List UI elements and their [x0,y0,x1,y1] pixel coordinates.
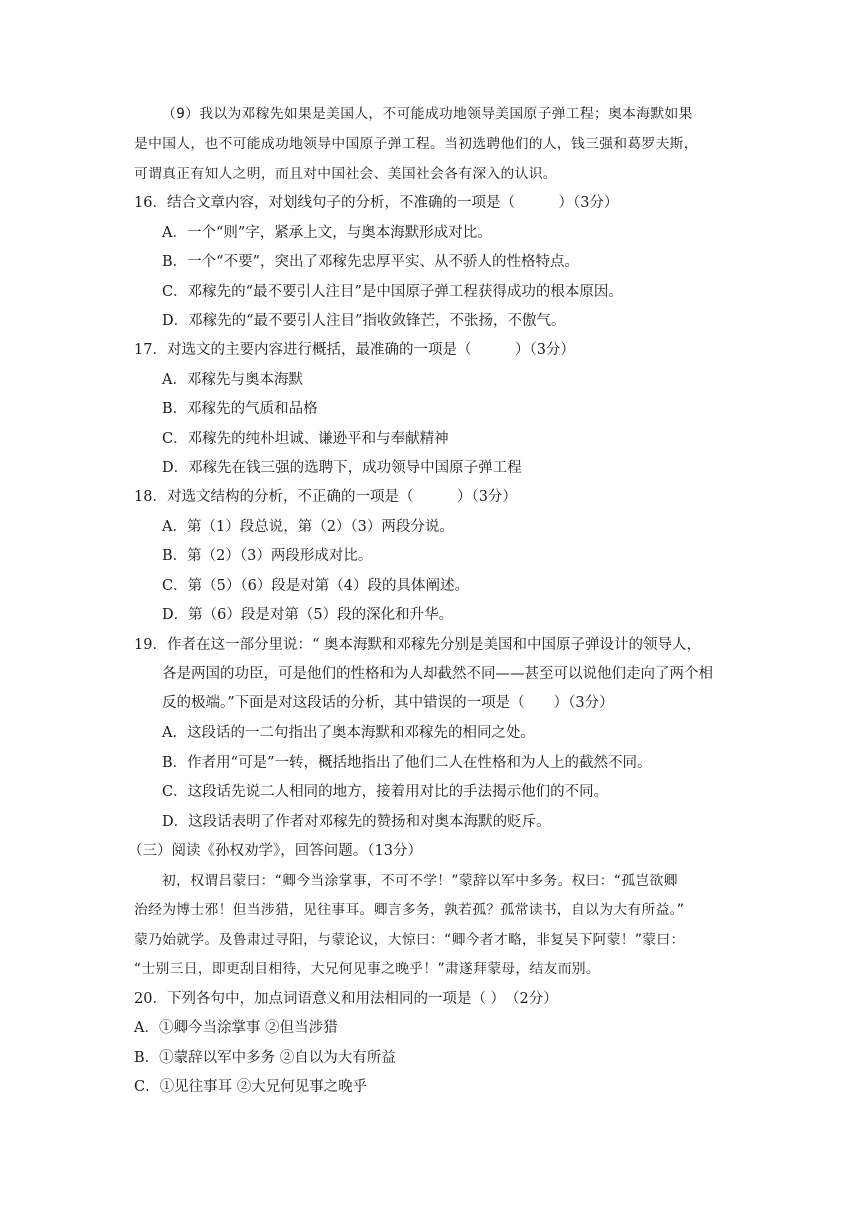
q17-option-b: B．邓稼先的气质和品格 [162,401,318,417]
q18-option-d: D．第（6）段是对第（5）段的深化和升华。 [162,607,454,623]
q19-option-b: B．作者用“可是”一转，概括地指出了他们二人在性格和为人上的截然不同。 [162,755,652,771]
passage-line: 可谓真正有知人之明，而且对中国社会、美国社会各有深入的认识。 [134,166,557,182]
classical-passage-line: “士别三日，即更刮目相待，大兄何见事之晚乎！”肃遂拜蒙母，结友而别。 [134,961,600,977]
question-19-stem-line: 19．作者在这一部分里说：“ 奥本海默和邓稼先分别是美国和中国原子弹设计的领导人， [134,637,701,653]
passage-line: （9）我以为邓稼先如果是美国人，不可能成功地领导美国原子弹工程；奥本海默如果 [162,106,693,122]
q17-option-d: D．邓稼先在钱三强的选聘下，成功领导中国原子弹工程 [162,460,522,476]
classical-passage-line: 初，权谓吕蒙曰：“卿今当涂掌事，不可不学！”蒙辞以军中多务。权曰：“孤岂欲卿 [162,873,678,889]
q18-option-b: B．第（2）（3）两段形成对比。 [162,548,373,564]
q19-option-c: C．这段话先说二人相同的地方，接着用对比的手法揭示他们的不同。 [162,784,609,800]
question-19-stem-line: 反的极端。”下面是对这段话的分析，其中错误的一项是（ ）（3分） [162,695,614,711]
question-19-stem-line: 各是两国的功臣，可是他们的性格和为人却截然不同——甚至可以说他们走向了两个相 [162,666,713,682]
passage-line: 是中国人，也不可能成功地领导中国原子弹工程。当初选聘他们的人，钱三强和葛罗夫斯， [134,136,698,152]
q20-option-a: A．①卿今当涂掌事 ②但当涉猎 [134,1020,338,1036]
q18-option-c: C．第（5）（6）段是对第（4）段的具体阐述。 [162,578,470,594]
q19-option-a: A．这段话的一二句指出了奥本海默和邓稼先的相同之处。 [162,725,535,741]
question-17-stem: 17．对选文的主要内容进行概括，最准确的一项是（ ）（3分） [134,342,575,358]
classical-passage-line: 治经为博士邪！但当涉猎，见往事耳。卿言多务，孰若孤？孤常读书，自以为大有所益。” [134,902,685,918]
q16-option-b: B．一个“不要”，突出了邓稼先忠厚平实、从不骄人的性格特点。 [162,254,579,270]
question-16-stem: 16．结合文章内容，对划线句子的分析，不准确的一项是（ ）（3分） [134,195,619,211]
classical-passage-line: 蒙乃始就学。及鲁肃过寻阳，与蒙论议，大惊曰：“卿今者才略，非复吴下阿蒙！”蒙曰： [134,932,685,948]
q16-option-a: A．一个“则”字，紧承上文，与奥本海默形成对比。 [162,225,492,241]
question-20-stem: 20．下列各句中，加点词语意义和用法相同的一项是（ ） （2分） [134,991,558,1007]
q16-option-c: C．邓稼先的“最不要引人注目”是中国原子弹工程获得成功的根本原因。 [162,284,623,300]
question-18-stem: 18．对选文结构的分析，不正确的一项是（ ）（3分） [134,489,517,505]
q18-option-a: A．第（1）段总说，第（2）（3）两段分说。 [162,519,454,535]
q17-option-c: C．邓稼先的纯朴坦诚、谦逊平和与奉献精神 [162,431,449,447]
q17-option-a: A．邓稼先与奥本海默 [162,372,303,388]
q19-option-d: D．这段话表明了作者对邓稼先的赞扬和对奥本海默的贬斥。 [162,814,551,830]
section-heading: （三）阅读《孙权劝学》，回答问题。（13分） [128,843,422,859]
q16-option-d: D．邓稼先的“最不要引人注目”指收敛锋芒，不张扬，不傲气。 [162,313,566,329]
q20-option-c: C．①见往事耳 ②大兄何见事之晚乎 [134,1079,368,1095]
q20-option-b: B．①蒙辞以军中多务 ②自以为大有所益 [134,1050,396,1066]
